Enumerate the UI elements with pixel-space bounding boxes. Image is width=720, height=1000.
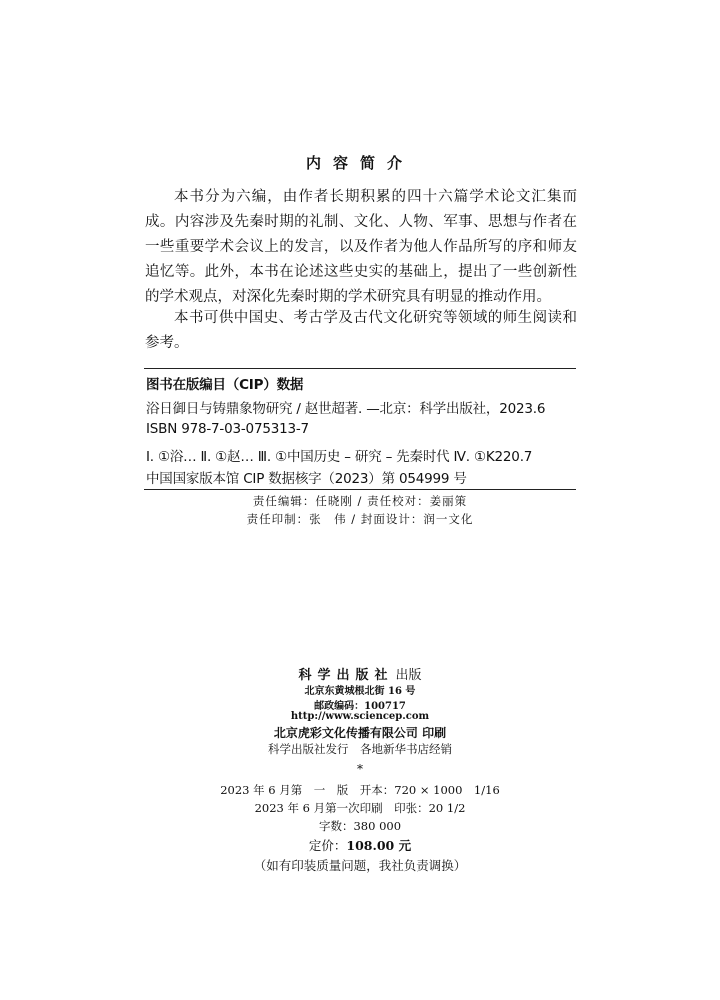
edition-line: 2023 年 6 月第 一 版 开本：720 × 1000 1/16 [220,783,500,797]
separator-asterisk: * [357,762,363,776]
printer-name: 北京虎彩文化传播有限公司 [273,726,418,740]
cip-top-rule [144,368,576,369]
cip-record-number-line: 中国国家版本馆 CIP 数据核字（2023）第 054999 号 [146,471,467,487]
publisher-name: 科学出版社 [298,668,394,683]
publisher-address: 北京东黄城根北街 16 号 [304,686,416,697]
cip-classification-line: Ⅰ. ①浴… Ⅱ. ①赵… Ⅲ. ①中国历史 – 研究 – 先秦时代 Ⅳ. ①K220.7 [146,449,533,465]
printing-line: 2023 年 6 月第一次印刷 印张：20 1/2 [254,801,466,815]
price-value: 108.00 元 [346,838,412,853]
editor-credits: 责任编辑：任晓刚 / 责任校对：姜丽策 [252,494,468,508]
cip-title-line: 浴日御日与铸鼎象物研究 / 赵世超著. —北京：科学出版社，2023.6 [146,401,546,417]
cip-isbn-line: ISBN 978-7-03-075313-7 [146,421,309,437]
publisher-postal-code: 邮政编码：100717 [314,701,406,712]
cip-heading: 图书在版编目（CIP）数据 [146,377,304,393]
distribution-line: 科学出版社发行 各地新华书店经销 [268,742,452,756]
publisher-suffix: 出版 [395,668,422,683]
intro-title: 内容简介 [305,154,414,172]
production-credits: 责任印制：张 伟 / 封面设计：润一文化 [246,512,474,526]
price-line [0,836,720,854]
publisher-line [0,664,720,683]
publisher-url: http://www.sciencep.com [290,711,430,722]
printer-suffix: 印刷 [422,726,447,740]
quality-notice: （如有印装质量问题，我社负责调换） [253,858,467,873]
printer-line [0,724,720,741]
intro-paragraph-2: 本书可供中国史、考古学及古代文化研究等领域的师生阅读和参考。 [145,310,577,351]
intro-paragraph-1: 本书分为六编，由作者长期积累的四十六篇学术论文汇集而成。内容涉及先秦时期的礼制、文化、人物、军事、思想与作者在一些重要学术会议上的发言，以及作者为他人作品所写的序和师友追忆等。此外，本书在论述这些史实的基础上，提出了一些创新性的学术观点，对深化先秦时期的学术研究具有明显的推动作用。 [145,189,577,305]
cip-bottom-rule [144,489,576,490]
price-label: 定价： [308,838,347,853]
word-count-line: 字数：380 000 [318,819,402,833]
